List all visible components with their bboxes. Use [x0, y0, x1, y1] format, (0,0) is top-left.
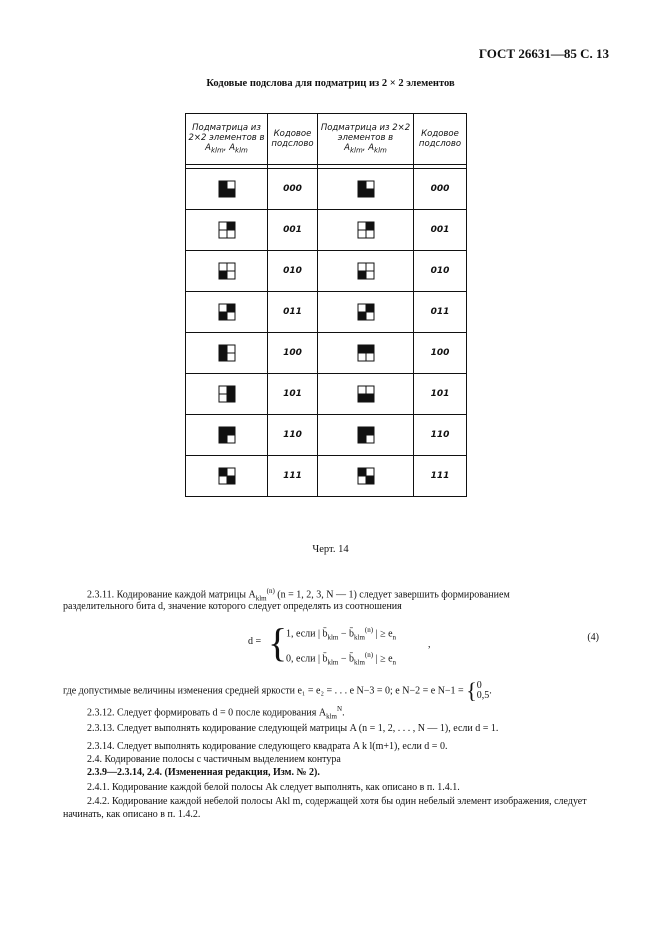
submatrix-icon	[357, 180, 375, 198]
col-header-submatrix-2: Подматрица из 2×2 элементов в $A_{klm}$, $A_{klm}$	[318, 114, 414, 165]
code-cell: 110	[268, 415, 318, 456]
figure-title: Кодовые подслова для подматриц из 2 × 2 элементов	[206, 78, 455, 89]
submatrix-icon	[218, 303, 236, 321]
para-2-3-12: 2.3.12. Следует формировать d = 0 после кодирования $A_{klm}^N$.	[87, 705, 345, 721]
code-cell: 111	[414, 456, 467, 497]
code-cell: 001	[268, 210, 318, 251]
col-header-submatrix-1: Подматрица из 2×2 элементов в $A_{klm}$, $A_{klm}$	[186, 114, 268, 165]
code-cell: 011	[268, 292, 318, 333]
submatrix-cell	[318, 374, 414, 415]
code-cell: 111	[268, 456, 318, 497]
submatrix-cell	[186, 456, 268, 497]
submatrix-cell	[186, 333, 268, 374]
para-2-3-13: 2.3.13. Следует выполнять кодирование следующей матрицы A (n = 1, 2, . . . , N — 1), если d = 1.	[87, 723, 499, 734]
submatrix-cell	[318, 456, 414, 497]
formula-4: d = { 1, если | $b̄_{klm}$ − $b̄_{klm}^{(n)}$ | ≥ $e_n$ 0, если | $b̄_{klm}$ − $b̄_{klm}^{(n)}$ | ≥ $e_n$ ,	[248, 620, 431, 667]
submatrix-icon	[218, 385, 236, 403]
equation-number: (4)	[587, 632, 599, 643]
page-header: ГОСТ 26631—85 С. 13	[478, 46, 609, 61]
submatrix-icon	[218, 467, 236, 485]
submatrix-cell	[186, 415, 268, 456]
submatrix-cell	[186, 292, 268, 333]
code-cell: 101	[268, 374, 318, 415]
code-cell: 100	[268, 333, 318, 374]
code-cell: 101	[414, 374, 467, 415]
code-table	[185, 113, 467, 497]
code-cell: 001	[414, 210, 467, 251]
submatrix-icon	[357, 344, 375, 362]
table-row	[186, 415, 467, 456]
col-header-code-2: Кодовое подслово	[414, 114, 467, 165]
submatrix-icon	[357, 303, 375, 321]
table-row	[186, 374, 467, 415]
para-2-3-14: 2.3.14. Следует выполнять кодирование следующего квадрата A k l(m+1), если d = 0.	[87, 741, 448, 752]
submatrix-icon	[218, 262, 236, 280]
table-row	[186, 292, 467, 333]
code-cell: 110	[414, 415, 467, 456]
submatrix-cell	[186, 374, 268, 415]
code-cell: 010	[268, 251, 318, 292]
submatrix-icon	[357, 221, 375, 239]
submatrix-cell	[318, 210, 414, 251]
submatrix-cell	[318, 333, 414, 374]
para-amendment: 2.3.9—2.3.14, 2.4. (Измененная редакция, Изм. № 2).	[87, 767, 320, 778]
para-2-3-11: 2.3.11. Кодирование каждой матрицы $A_{klm}^{(n)}$ (n = 1, 2, 3, N — 1) следует завершить формированием	[87, 587, 510, 603]
submatrix-icon	[357, 426, 375, 444]
para-2-3-11-cont: разделительного бита d, значение которого следует определять из соотношения	[63, 601, 402, 612]
submatrix-icon	[218, 180, 236, 198]
para-2-4-1: 2.4.1. Кодирование каждой белой полосы Ak следует выполнять, как описано в п. 1.4.1.	[87, 782, 460, 793]
submatrix-cell	[186, 210, 268, 251]
col-header-code-1: Кодовое подслово	[268, 114, 318, 165]
table-row	[186, 210, 467, 251]
para-2-4: 2.4. Кодирование полосы с частичным выделением контура	[87, 754, 341, 765]
table-row	[186, 169, 467, 210]
table-row	[186, 251, 467, 292]
submatrix-icon	[218, 426, 236, 444]
submatrix-icon	[357, 467, 375, 485]
submatrix-cell	[186, 251, 268, 292]
code-cell: 000	[268, 169, 318, 210]
submatrix-cell	[318, 292, 414, 333]
submatrix-icon	[357, 385, 375, 403]
submatrix-icon	[218, 221, 236, 239]
figure-caption: Черт. 14	[312, 544, 349, 555]
table-row	[186, 333, 467, 374]
para-2-4-2: 2.4.2. Кодирование каждой небелой полосы Akl m, содержащей хотя бы один небелый элемент изображения, следует начинать, как описано в п. 1.4.2.	[63, 796, 587, 820]
submatrix-icon	[218, 344, 236, 362]
submatrix-cell	[318, 251, 414, 292]
code-cell: 000	[414, 169, 467, 210]
table-row	[186, 456, 467, 497]
submatrix-cell	[318, 415, 414, 456]
submatrix-icon	[357, 262, 375, 280]
code-cell: 010	[414, 251, 467, 292]
code-cell: 100	[414, 333, 467, 374]
submatrix-cell	[318, 169, 414, 210]
code-cell: 011	[414, 292, 467, 333]
submatrix-cell	[186, 169, 268, 210]
para-where: где допустимые величины изменения средней яркости e₁ = e₂ = . . . e N−3 = 0; e N−2 = e N−1 = {0 0,5.	[63, 678, 492, 703]
